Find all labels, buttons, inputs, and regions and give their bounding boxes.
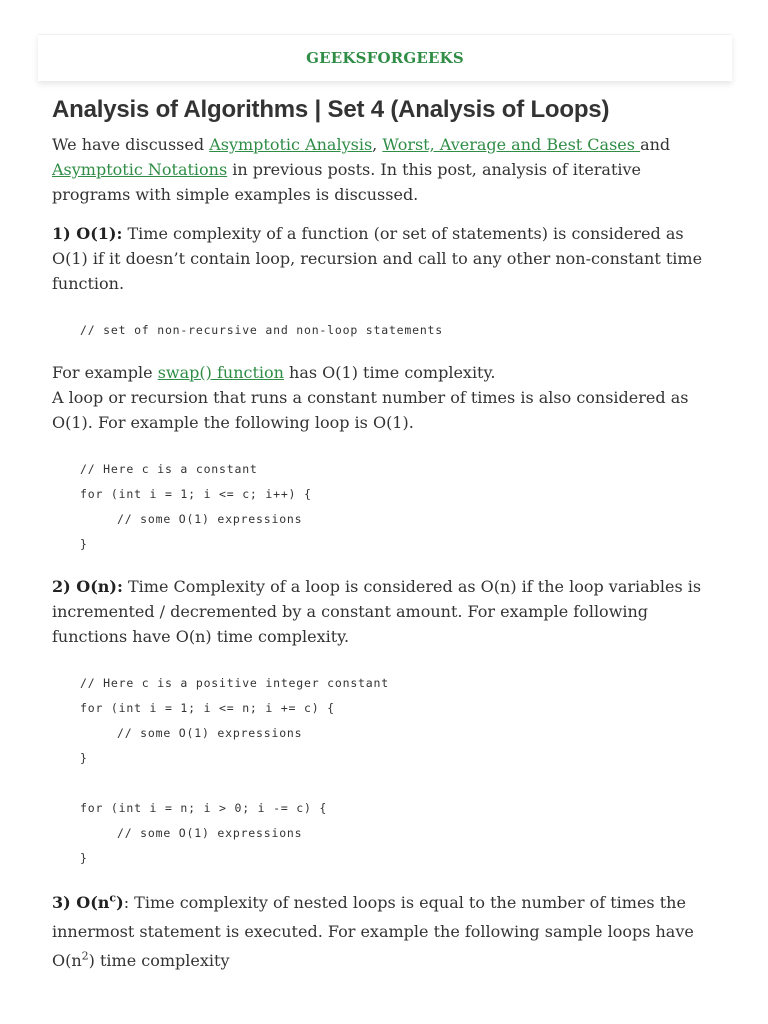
- page-title: Analysis of Algorithms | Set 4 (Analysis of Loops): [52, 96, 610, 123]
- code-line: // Here c is a positive integer constant: [80, 676, 389, 690]
- code-line: // some O(1) expressions: [117, 726, 303, 740]
- onc-heading: 3) $O(n^c)$: [52, 891, 124, 912]
- intro-paragraph: We have discussed Asymptotic Analysis, Worst, Average and Best Cases and Asymptotic Notations in previous posts. In this post, analysis of iterative programs with simple examples is discussed.: [52, 135, 671, 204]
- code-block-on-loops: [80, 671, 720, 871]
- code-line: [80, 771, 720, 796]
- code-line: for (int i = 1; i <= n; i += c) {: [80, 701, 335, 715]
- constant-loop-paragraph: A loop or recursion that runs a constant number of times is also considered as O(1). For example the following loop is O(1).: [52, 388, 689, 432]
- asymptotic-analysis-link[interactable]: Asymptotic Analysis: [209, 135, 373, 154]
- site-header: [38, 34, 732, 81]
- article-body: [52, 96, 720, 975]
- code-line: for (int i = 1; i <= c; i++) {: [80, 487, 312, 501]
- onc-paragraph: 3) $O(n^c)$: Time complexity of nested loops is equal to the number of times the innermost statement is executed. For example the following sample loops have $O(n^2)$ time complexity: [52, 891, 694, 970]
- code-block-o1-statements: [80, 318, 720, 343]
- on-paragraph: 2) O(n): Time Complexity of a loop is considered as O(n) if the loop variables is incremented / decremented by a constant amount. For example following functions have O(n) time complexity.: [52, 577, 702, 646]
- site-logo-link[interactable]: GEEKSFORGEEKS: [306, 49, 464, 67]
- code-line: }: [80, 751, 88, 765]
- code-line: // some O(1) expressions: [117, 826, 303, 840]
- code-block-o1-loop: [80, 457, 720, 557]
- code-line: }: [80, 851, 88, 865]
- code-line: // Here c is a constant: [80, 462, 258, 476]
- asymptotic-notations-link[interactable]: Asymptotic Notations: [52, 160, 228, 179]
- on-heading: 2) O(n):: [52, 577, 123, 596]
- swap-function-link[interactable]: swap() function: [157, 363, 284, 382]
- o1-heading: 1) O(1):: [52, 224, 123, 243]
- code-line: // some O(1) expressions: [117, 512, 303, 526]
- code-line: }: [80, 537, 88, 551]
- o1-paragraph: 1) O(1): Time complexity of a function (or set of statements) is considered as O(1) if it doesn’t contain loop, recursion and call to any other non-constant time function.: [52, 224, 703, 293]
- code-line: for (int i = n; i > 0; i -= c) {: [80, 801, 328, 815]
- swap-example-paragraph: For example swap() function has O(1) time complexity.: [52, 363, 496, 382]
- worst-average-best-cases-link[interactable]: Worst, Average and Best Cases: [382, 135, 641, 154]
- code-line: // set of non-recursive and non-loop statements: [80, 323, 444, 337]
